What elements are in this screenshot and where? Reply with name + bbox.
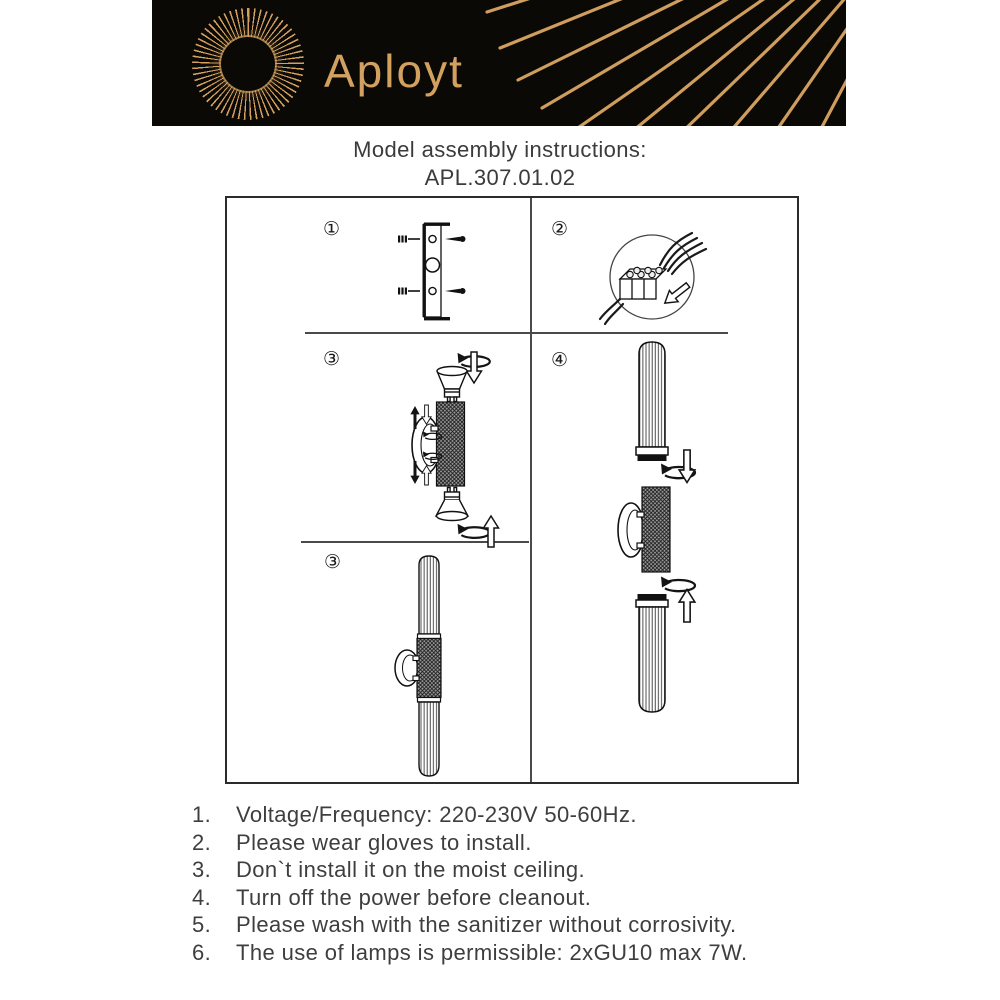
bulb-install-figure — [405, 346, 517, 550]
instruction-item — [192, 911, 852, 939]
page-title: Model assembly instructions: — [353, 137, 647, 162]
brand-banner — [152, 0, 846, 126]
assembled-lamp-figure — [392, 550, 502, 782]
instruction-text: The use of lamps is permissible: 2xGU10 max 7W. — [236, 939, 748, 965]
instruction-item — [192, 884, 852, 912]
brand-logo-text: Aployt — [324, 45, 464, 97]
wall-bracket-figure — [387, 216, 497, 328]
instruction-text: Don`t install it on the moist ceiling. — [236, 857, 586, 883]
instruction-text: Please wear gloves to install. — [236, 829, 532, 855]
instructions-list — [192, 801, 852, 967]
instruction-text: Voltage/Frequency: 220-230V 50-60Hz. — [236, 802, 637, 827]
wiring-figure — [592, 227, 722, 347]
instruction-number: 4. — [192, 884, 212, 910]
step-label-1: ① — [323, 218, 341, 240]
instruction-number: 1. — [192, 802, 212, 827]
diffuser-install-figure — [617, 338, 727, 722]
instruction-number: 3. — [192, 857, 212, 883]
instruction-number: 5. — [192, 912, 212, 938]
instruction-number: 2. — [192, 829, 212, 855]
rays-icon — [152, 0, 846, 126]
step-label-5: ③ — [324, 551, 342, 573]
instruction-text: Turn off the power before cleanout. — [236, 884, 592, 910]
instruction-item — [192, 939, 852, 967]
diagram-grid-vline — [530, 198, 532, 782]
step-label-2: ② — [551, 218, 569, 240]
instruction-item — [192, 801, 852, 829]
step-label-4: ④ — [551, 349, 569, 371]
instruction-item — [192, 856, 852, 884]
assembly-diagram — [225, 196, 799, 784]
step-label-3: ③ — [323, 348, 341, 370]
model-code: APL.307.01.02 — [424, 165, 576, 190]
instruction-item — [192, 829, 852, 857]
instruction-number: 6. — [192, 939, 212, 965]
instruction-text: Please wash with the sanitizer without corrosivity. — [236, 912, 737, 938]
